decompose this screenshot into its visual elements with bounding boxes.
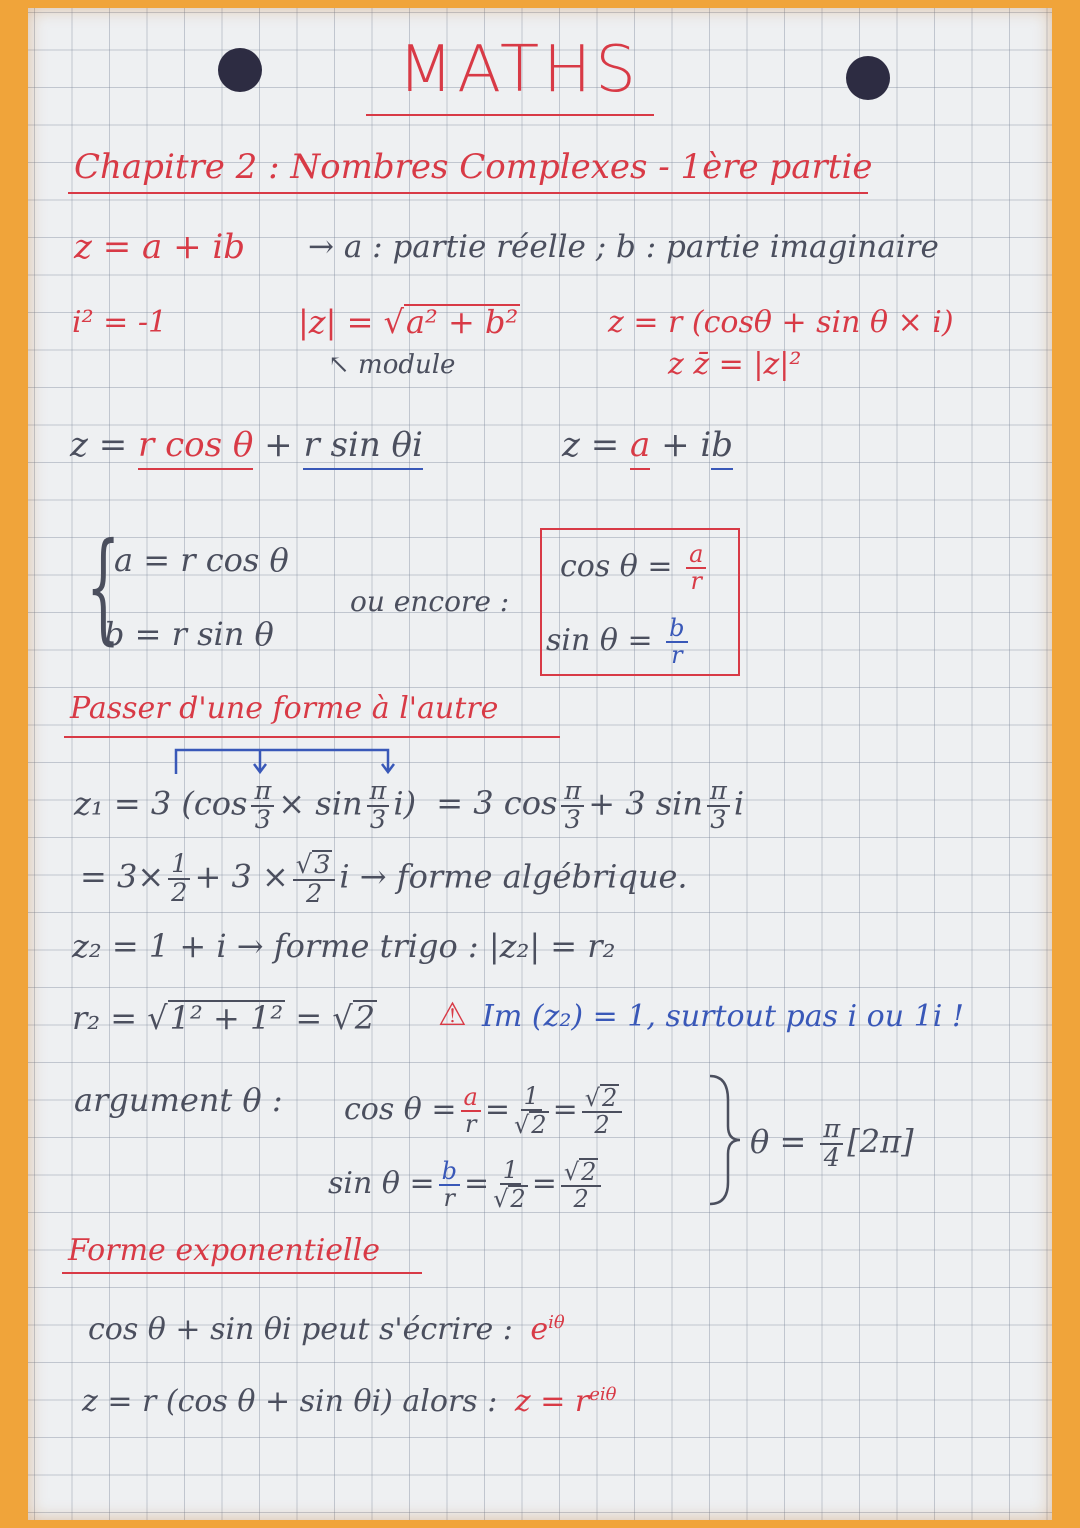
- section-underline-2: [62, 1272, 422, 1274]
- example1-line2: = 3× $\frac{1}{2}$ + 3 × $\frac{√3}{2}$ i → forme algébrique.: [80, 849, 688, 909]
- decomp-alg: z = a + ib: [562, 428, 733, 462]
- theta-result: θ = $\frac{\pi}{4}$ [2π]: [750, 1114, 914, 1173]
- system-brace: {: [86, 518, 121, 657]
- example1-line1: z₁ = 3 (cos $\frac{\pi}{3}$ × sin $\frac{\pi}{3}$ i) = 3 cos $\frac{\pi}{3}$ + 3 sin $\frac{\pi}{3}$ i: [74, 776, 745, 835]
- title-underline: [366, 114, 654, 116]
- decomp-a: a: [630, 425, 650, 470]
- binder-hole-right: [846, 56, 890, 100]
- conjugate-product: z z̄ = |z|²: [668, 347, 802, 382]
- trig-form: z = r (cosθ + sin θ × i): [608, 305, 954, 340]
- or-label: ou encore :: [350, 585, 510, 618]
- system-b: b = r sin θ: [104, 615, 274, 653]
- distribution-arrows: [168, 744, 408, 778]
- chapter-heading: Chapitre 2 : Nombres Complexes - 1ère partie: [74, 147, 873, 187]
- z-algebraic: z = a + ib: [74, 227, 246, 267]
- z-algebraic-description: → a : partie réelle ; b : partie imaginaire: [308, 229, 939, 265]
- decomp-z: z =: [70, 425, 128, 465]
- modulus-note: ↖ module: [328, 350, 456, 380]
- page-title: MATHS: [398, 33, 640, 107]
- decomp-b: b: [711, 425, 733, 470]
- modulus-formula: |z| = √a² + b²: [298, 303, 519, 341]
- exp-line1: cos θ + sin θi peut s'écrire : $e^{i\theta}$: [88, 1312, 565, 1347]
- warning-icon: ⚠: [438, 995, 467, 1033]
- example2-z2: z₂ = 1 + i → forme trigo : |z₂| = r₂: [72, 927, 616, 965]
- sin-ratio: sin θ = $\frac{b}{r}$: [546, 616, 692, 668]
- section-heading-conversion: Passer d'une forme à l'autre: [70, 691, 499, 726]
- section-underline-1: [64, 736, 560, 738]
- cos-ratio: cos θ = $\frac{a}{r}$: [560, 542, 710, 594]
- argument-label: argument θ :: [74, 1081, 283, 1119]
- section-heading-exponential: Forme exponentielle: [68, 1233, 380, 1268]
- argument-sin: sin θ = $\frac{b}{r}$ = $\frac{1}{√2}$ = $\frac{√2}{2}$: [328, 1158, 605, 1212]
- decomp-rsin: r sin θi: [303, 425, 422, 470]
- exp-line2: z = r (cos θ + sin θi) alors : $z = r^{ei\theta}$: [82, 1384, 617, 1419]
- argument-cos: cos θ = $\frac{a}{r}$ = $\frac{1}{√2}$ = $\frac{√2}{2}$: [344, 1084, 626, 1138]
- system-a: a = r cos θ: [114, 541, 289, 579]
- decomp-plus: +: [264, 425, 293, 465]
- notebook-page: [28, 8, 1052, 1520]
- closing-brace: [704, 1070, 744, 1210]
- decomp-rcos: r cos θ: [138, 425, 253, 470]
- decomp-equation: [70, 425, 423, 465]
- warning-text: Im (z₂) = 1, surtout pas i ou 1i !: [482, 999, 964, 1034]
- i-squared: i² = -1: [72, 305, 168, 340]
- chapter-underline: [68, 192, 868, 194]
- binder-hole-left: [218, 48, 262, 92]
- example2-r2: r₂ = √1² + 1² = √2: [72, 999, 376, 1037]
